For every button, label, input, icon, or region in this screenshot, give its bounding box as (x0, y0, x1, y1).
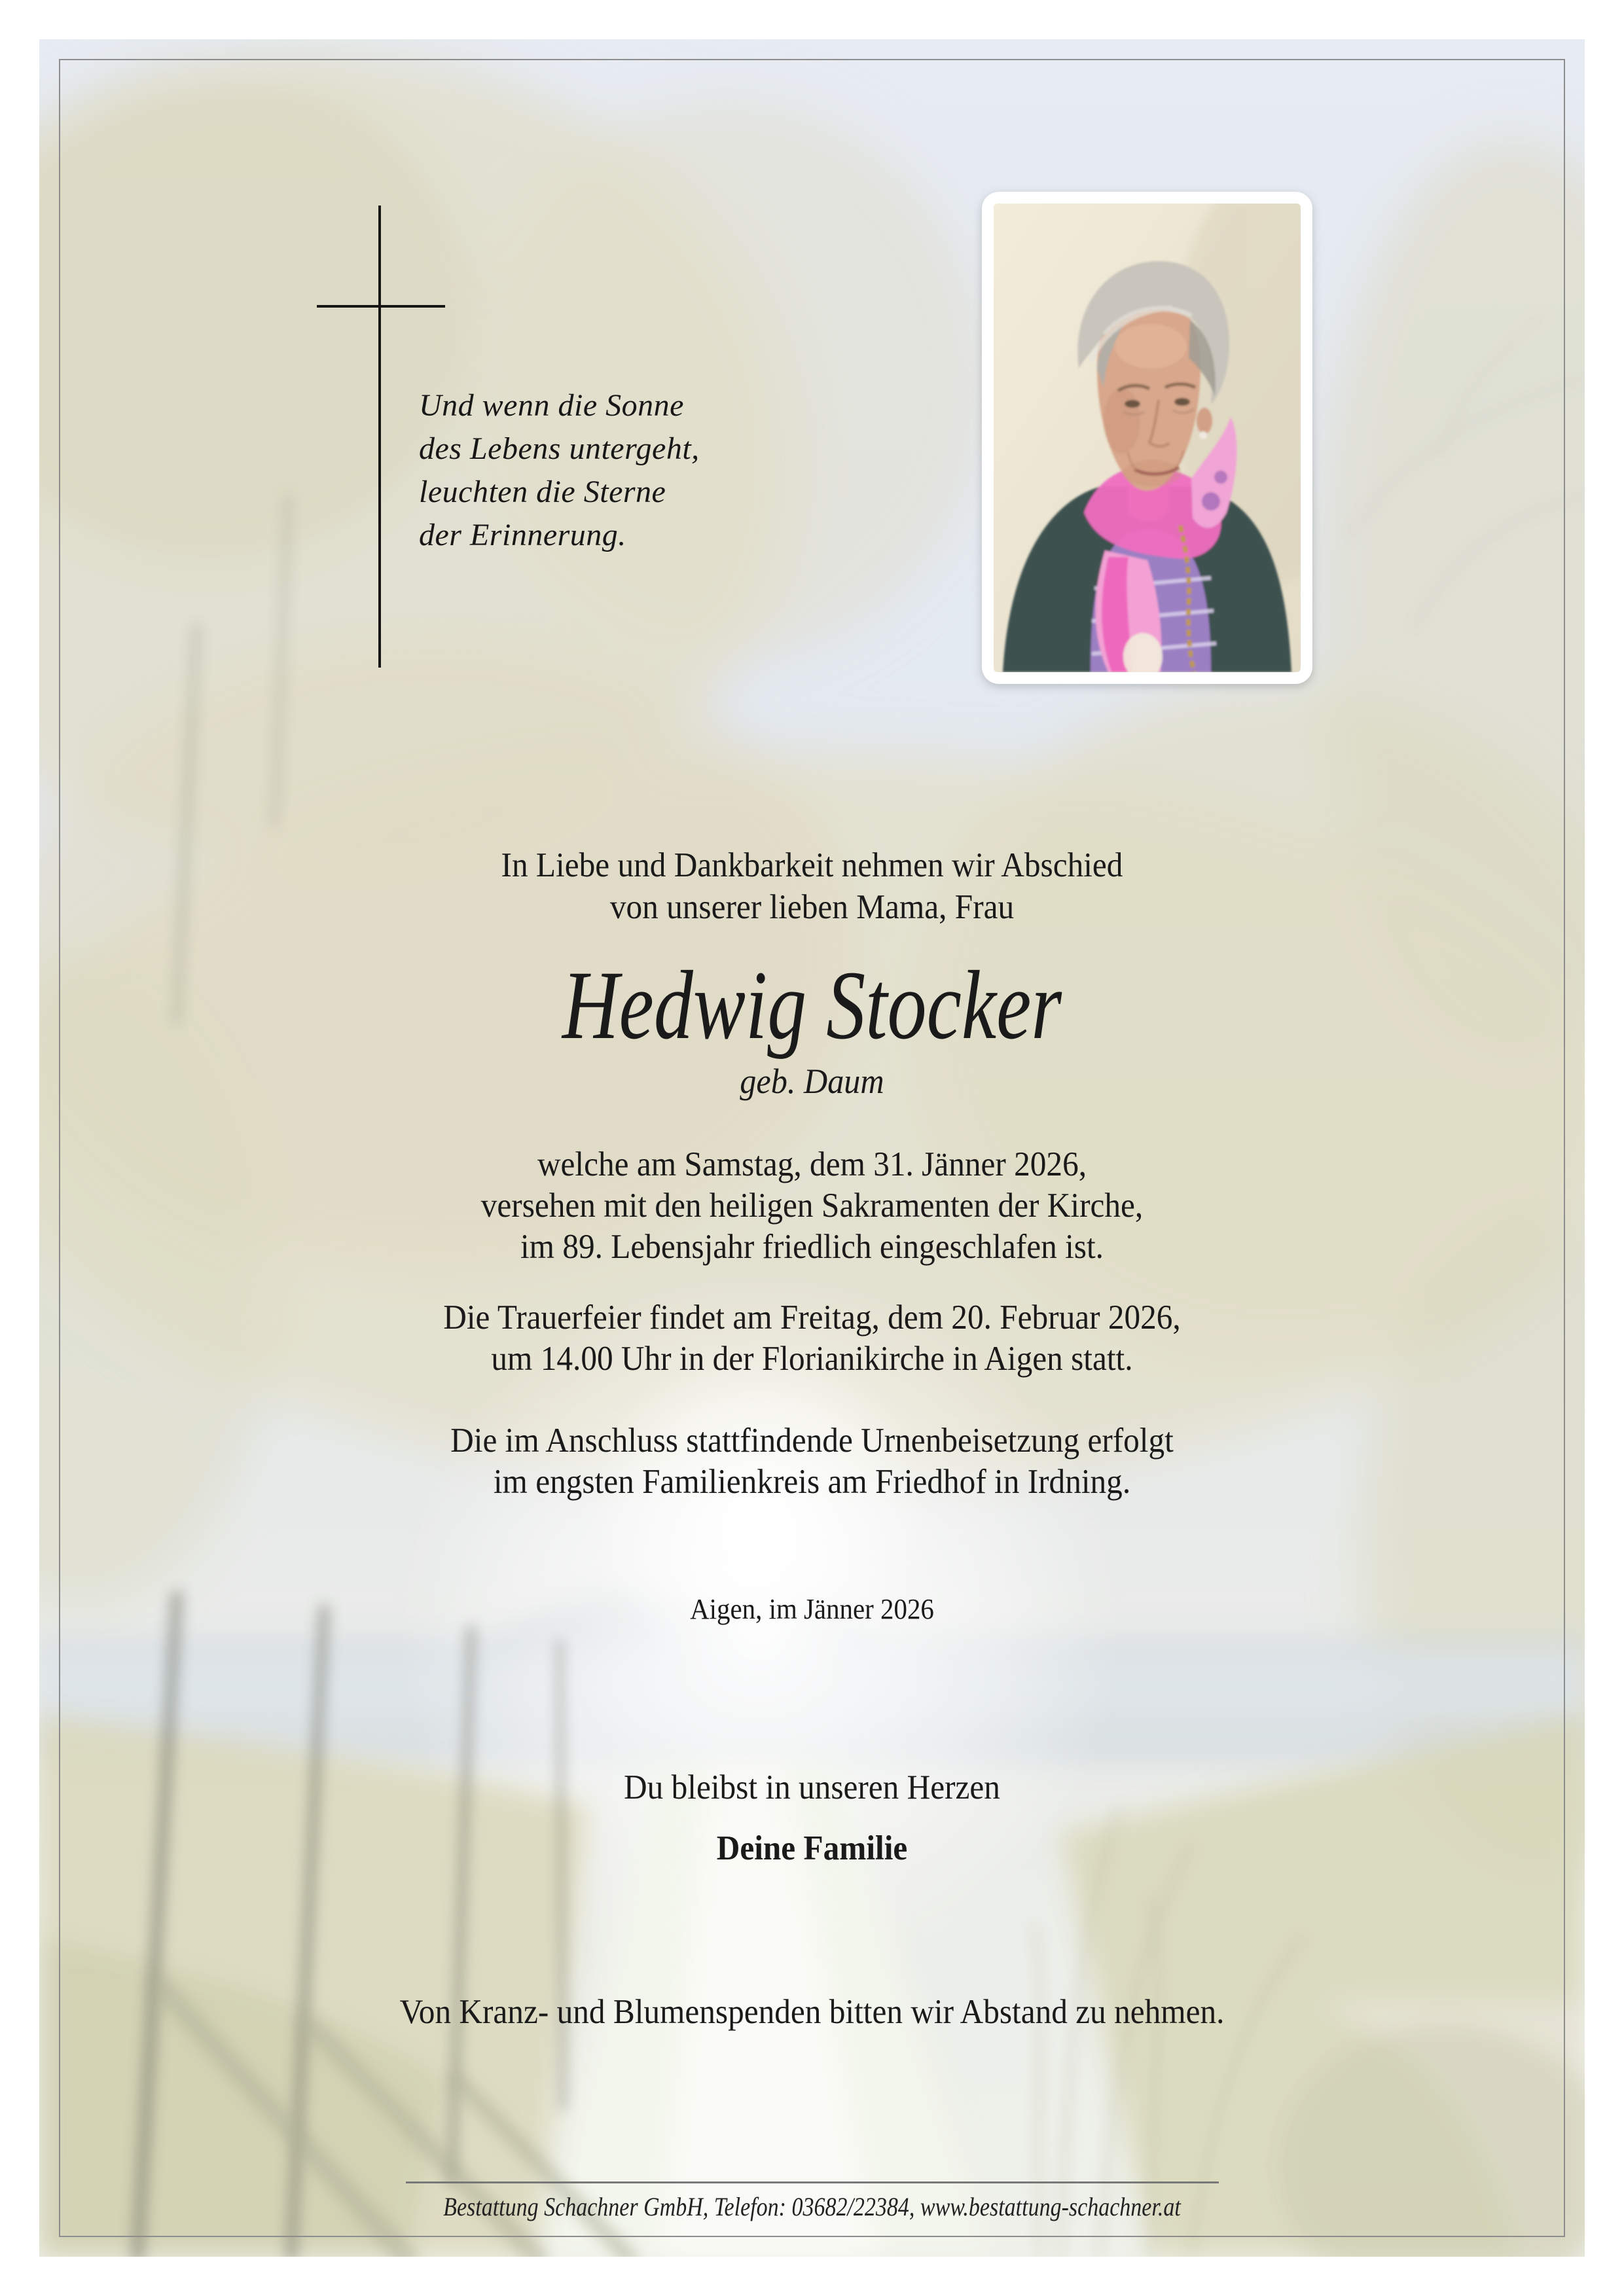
passing-line: welche am Samstag, dem 31. Jänner 2026, (537, 1145, 1087, 1183)
eye-right (1174, 398, 1190, 406)
passing-line: im 89. Lebensjahr friedlich eingeschlafen ist. (520, 1228, 1104, 1266)
eye-left (1125, 400, 1140, 408)
burial-line: Die im Anschluss stattfindende Urnenbeisetzung erfolgt (450, 1422, 1174, 1460)
ear (1197, 408, 1212, 434)
funeral-home-footer: Bestattung Schachner GmbH, Telefon: 03682/22384, www.bestattung-schachner.at (443, 2192, 1181, 2221)
memorial-poem (419, 384, 700, 557)
intro-line-2: von unserer lieben Mama, Frau (609, 888, 1015, 926)
dateline: Aigen, im Jänner 2026 (690, 1593, 934, 1625)
poem-line: des Lebens untergeht, (419, 431, 700, 466)
cross-icon (378, 206, 381, 668)
family-signature: Deine Familie (716, 1829, 908, 1867)
portrait-illustration (994, 204, 1301, 672)
burial-paragraph (0, 1420, 1624, 1503)
service-line: Die Trauerfeier findet am Freitag, dem 20. Februar 2026, (443, 1299, 1181, 1336)
burial-line: im engsten Familienkreis am Friedhof in Irdning. (493, 1463, 1131, 1501)
passing-line: versehen mit den heiligen Sakramenten der Kirche, (480, 1187, 1144, 1225)
footer-divider (406, 2181, 1219, 2183)
intro-line-1: In Liebe und Dankbarkeit nehmen wir Abschied (501, 846, 1123, 884)
passing-paragraph (0, 1144, 1624, 1268)
poem-line: leuchten die Sterne (419, 475, 666, 509)
intro-text (0, 844, 1624, 928)
birth-name: geb. Daum (740, 1062, 884, 1101)
service-line: um 14.00 Uhr in der Florianikirche in Aigen statt. (491, 1340, 1133, 1378)
service-paragraph (0, 1297, 1624, 1380)
farewell-text: Du bleibst in unseren Herzen (624, 1768, 1000, 1806)
deceased-name: Hedwig Stocker (562, 951, 1062, 1060)
portrait-photo (982, 192, 1312, 684)
donation-note: Von Kranz- und Blumenspenden bitten wir Abstand zu nehmen. (399, 1993, 1225, 2031)
cross-icon-bar (317, 305, 445, 308)
poem-line: Und wenn die Sonne (419, 388, 684, 423)
poem-line: der Erinnerung. (419, 518, 626, 552)
earring (1199, 431, 1207, 439)
